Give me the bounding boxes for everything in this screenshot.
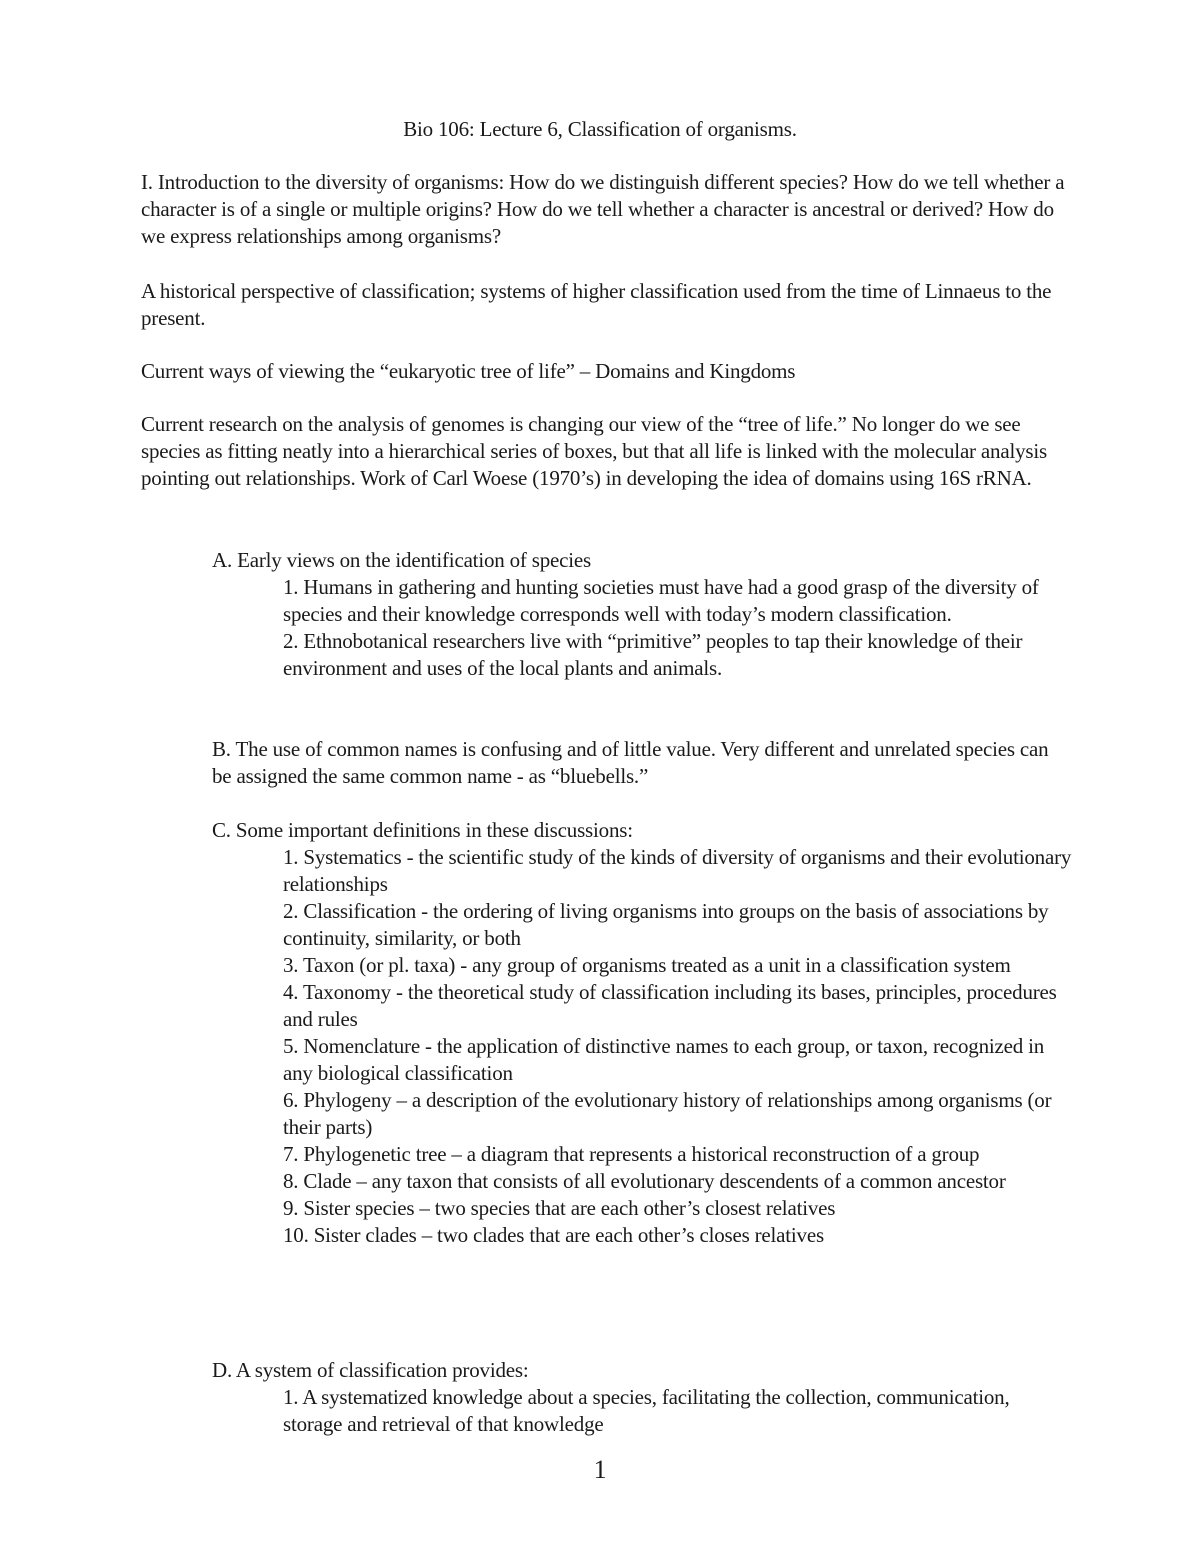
section-c bbox=[212, 817, 1072, 1249]
section-a-list bbox=[283, 574, 1072, 682]
list-item: 10. Sister clades – two clades that are each other’s closes relatives bbox=[283, 1223, 824, 1247]
section-a-heading: A. Early views on the identification of species bbox=[212, 548, 591, 572]
section-b-text: B. The use of common names is confusing and of little value. Very different and unrelated species can be assigned the same common name - as “bluebells.” bbox=[212, 737, 1049, 788]
section-d-list bbox=[283, 1384, 1072, 1438]
list-item: 7. Phylogenetic tree – a diagram that represents a historical reconstruction of a group bbox=[283, 1142, 980, 1166]
list-item: 2. Ethnobotanical researchers live with “primitive” peoples to tap their knowledge of their environment and uses of the local plants and animals. bbox=[283, 629, 1023, 680]
list-item: 9. Sister species – two species that are each other’s closest relatives bbox=[283, 1196, 836, 1220]
list-item: 2. Classification - the ordering of living organisms into groups on the basis of associations by continuity, similarity, or both bbox=[283, 899, 1049, 950]
list-item: 8. Clade – any taxon that consists of all evolutionary descendents of a common ancestor bbox=[283, 1169, 1006, 1193]
section-b bbox=[212, 736, 1072, 790]
historical-perspective-paragraph: A historical perspective of classification; systems of higher classification used from the time of Linnaeus to the present. bbox=[141, 279, 1052, 330]
list-item: 4. Taxonomy - the theoretical study of classification including its bases, principles, procedures and rules bbox=[283, 980, 1057, 1031]
list-item: 3. Taxon (or pl. taxa) - any group of organisms treated as a unit in a classification system bbox=[283, 953, 1011, 977]
list-item: 5. Nomenclature - the application of distinctive names to each group, or taxon, recognized in any biological classification bbox=[283, 1034, 1045, 1085]
current-ways-paragraph: Current ways of viewing the “eukaryotic tree of life” – Domains and Kingdoms bbox=[141, 359, 796, 383]
current-research-paragraph: Current research on the analysis of genomes is changing our view of the “tree of life.” No longer do we see species as fitting neatly into a hierarchical series of boxes, but that all life is linked with the molecular analysis pointing out relationships. Work of Carl Woese (1970’s) in developing the idea of domains using 16S rRNA. bbox=[141, 412, 1047, 490]
page-number: 1 bbox=[593, 1455, 607, 1484]
list-item: 1. Systematics - the scientific study of the kinds of diversity of organisms and their evolutionary relationships bbox=[283, 845, 1072, 896]
intro-paragraph: I. Introduction to the diversity of organisms: How do we distinguish different species? How do we tell whether a character is of a single or multiple origins? How do we tell whether a character is ancestral or derived? How do we express relationships among organisms? bbox=[141, 170, 1065, 248]
definitions-list bbox=[283, 844, 1072, 1249]
document-title: Bio 106: Lecture 6, Classification of organisms. bbox=[403, 117, 797, 141]
list-item: 1. Humans in gathering and hunting societies must have had a good grasp of the diversity of species and their knowledge corresponds well with today’s modern classification. bbox=[283, 575, 1039, 626]
section-a bbox=[212, 547, 1072, 682]
section-d-heading: D. A system of classification provides: bbox=[212, 1358, 529, 1382]
list-item: 1. A systematized knowledge about a species, facilitating the collection, communication, storage and retrieval of that knowledge bbox=[283, 1385, 1010, 1436]
list-item: 6. Phylogeny – a description of the evolutionary history of relationships among organisms (or their parts) bbox=[283, 1088, 1052, 1139]
section-c-heading: C. Some important definitions in these discussions: bbox=[212, 818, 633, 842]
section-d bbox=[212, 1357, 1072, 1438]
